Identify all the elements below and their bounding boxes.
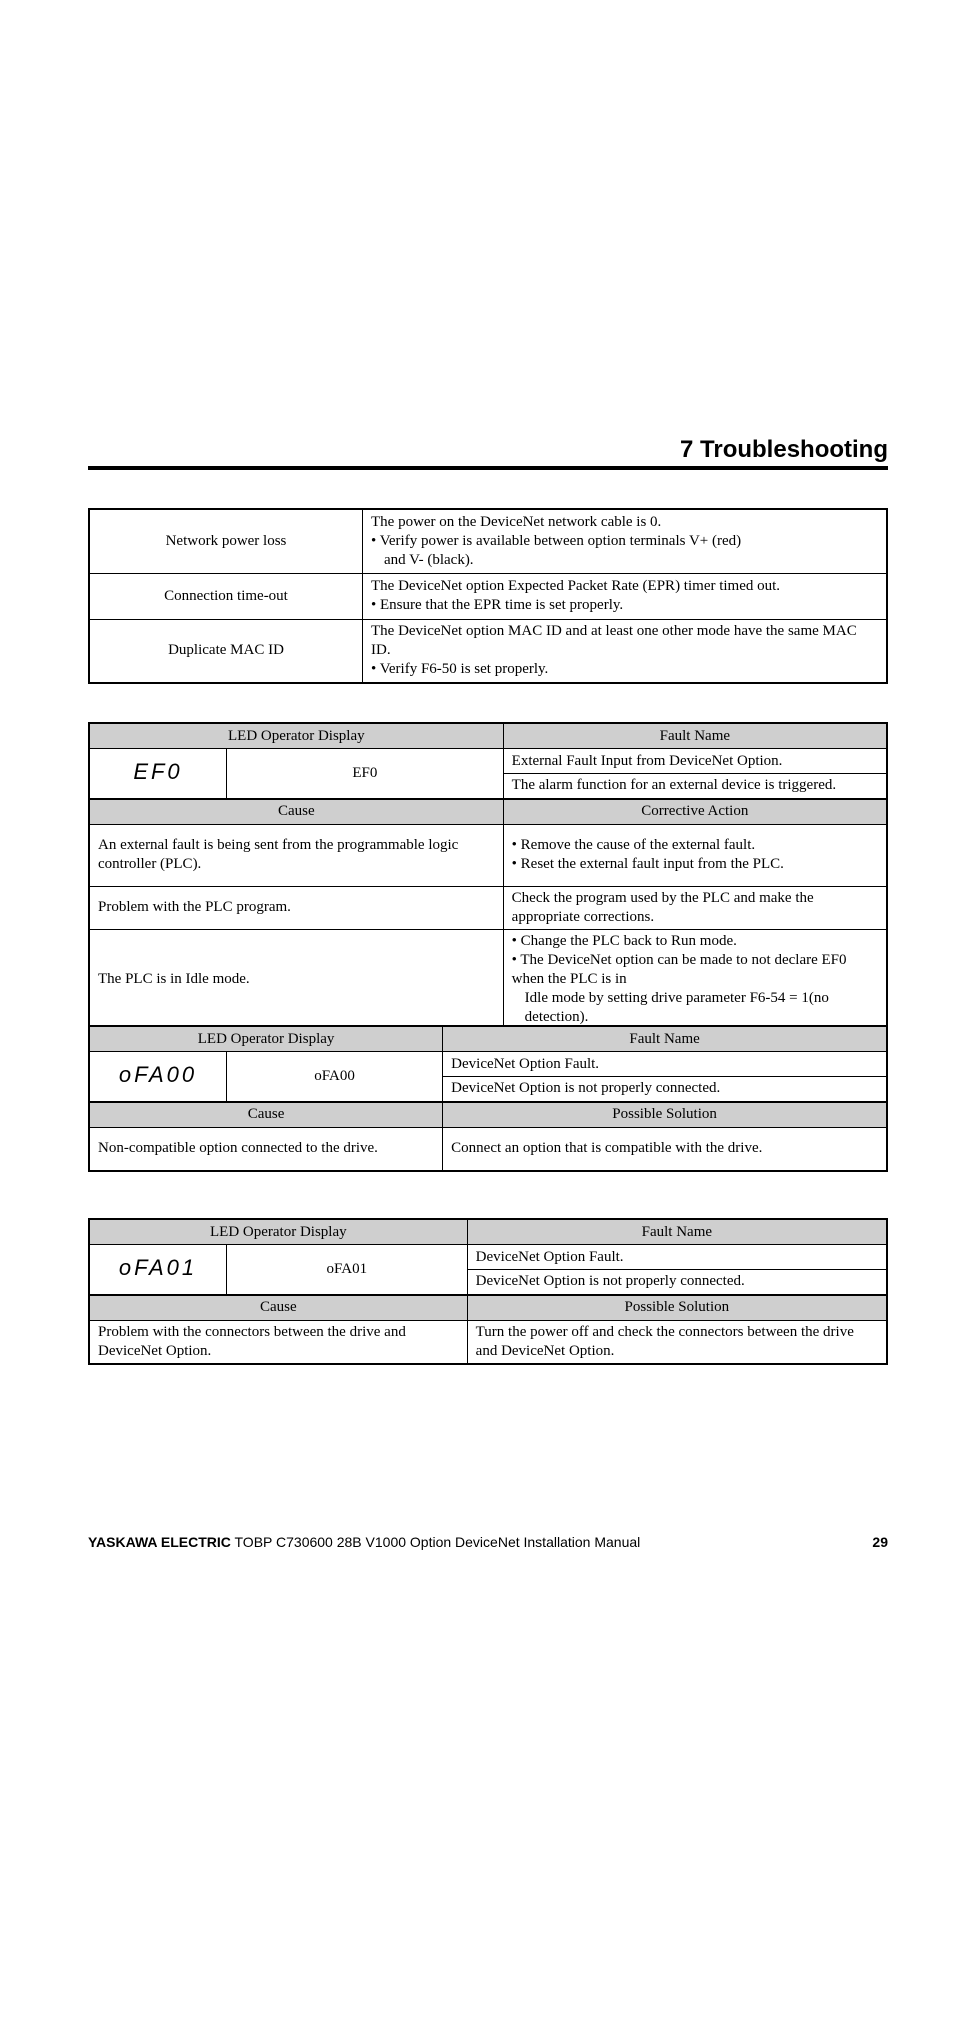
table-row <box>89 619 887 683</box>
action-line: • The DeviceNet option can be made to not declare EF0 when the PLC is in <box>511 951 847 987</box>
table-row <box>89 929 887 1030</box>
description-line: and V- (black). <box>384 551 474 568</box>
fault-code-cell: oFA01 <box>227 1245 468 1295</box>
fault-table-ef0 <box>88 722 888 1031</box>
led-display-header: LED Operator Display <box>89 1026 443 1052</box>
cause-cell: The PLC is in Idle mode. <box>89 929 503 1030</box>
table-header-row <box>89 799 887 825</box>
table-row <box>89 509 887 573</box>
led-display-glyph: EF0 <box>133 758 183 784</box>
description-line: The power on the DeviceNet network cable is 0. <box>371 513 662 530</box>
fault-name-header: Fault Name <box>467 1219 887 1245</box>
cause-header: Cause <box>89 799 503 825</box>
footer-brand: YASKAWA ELECTRIC <box>88 1534 231 1550</box>
table-header-row <box>89 1026 887 1052</box>
table-row <box>89 749 887 774</box>
led-glyph-cell <box>89 1052 227 1102</box>
action-line: • Remove the cause of the external fault. <box>511 837 756 853</box>
action-cell: Check the program used by the PLC and make the appropriate corrections. <box>503 886 887 929</box>
table-row <box>89 1127 887 1171</box>
page-footer <box>88 1534 888 1550</box>
fault-name-cell: Network power loss <box>89 509 363 573</box>
page-number: 29 <box>872 1534 888 1550</box>
fault-code-cell: oFA00 <box>227 1052 443 1102</box>
fault-name-line: DeviceNet Option is not properly connected. <box>443 1077 887 1102</box>
action-header: Possible Solution <box>443 1102 887 1128</box>
action-line: • Reset the external fault input from the PLC. <box>511 856 784 872</box>
fault-name-cell: Connection time-out <box>89 573 363 619</box>
cause-header: Cause <box>89 1295 467 1321</box>
cause-cell: Problem with the connectors between the drive and DeviceNet Option. <box>89 1320 467 1364</box>
fault-description-cell <box>363 619 888 683</box>
table-row <box>89 1052 887 1077</box>
section-title: 7 Troubleshooting <box>680 436 888 463</box>
fault-description-cell <box>363 509 888 573</box>
fault-name-header: Fault Name <box>443 1026 887 1052</box>
led-glyph-cell <box>89 1245 227 1295</box>
description-line: • Verify power is available between option terminals V+ (red) <box>371 532 742 549</box>
fault-name-line: External Fault Input from DeviceNet Option. <box>503 749 887 774</box>
action-cell: Connect an option that is compatible with the drive. <box>443 1127 887 1171</box>
description-line: • Verify F6-50 is set properly. <box>371 661 549 678</box>
cause-cell: An external fault is being sent from the programmable logic controller (PLC). <box>89 824 503 886</box>
fault-name-line: The alarm function for an external device is triggered. <box>503 774 887 799</box>
table-row <box>89 573 887 619</box>
action-cell <box>503 824 887 886</box>
led-display-glyph: oFA00 <box>118 1061 198 1087</box>
table-header-row <box>89 1219 887 1245</box>
action-cell <box>503 929 887 1030</box>
fault-table-ofa01 <box>88 1218 888 1365</box>
description-line: • Ensure that the EPR time is set properly. <box>371 597 624 613</box>
fault-name-cell: Duplicate MAC ID <box>89 619 363 683</box>
action-line: • Change the PLC back to Run mode. <box>511 932 737 949</box>
action-header: Possible Solution <box>467 1295 887 1321</box>
fault-code-cell: EF0 <box>227 749 504 799</box>
table-header-row <box>89 723 887 749</box>
description-line: The DeviceNet option MAC ID and at least one other mode have the same MAC ID. <box>371 623 857 659</box>
fault-name-header: Fault Name <box>503 723 887 749</box>
led-display-header: LED Operator Display <box>89 723 503 749</box>
action-cell: Turn the power off and check the connectors between the drive and DeviceNet Option. <box>467 1320 887 1364</box>
description-line: The DeviceNet option Expected Packet Rate (EPR) timer timed out. <box>371 578 781 594</box>
fault-name-line: DeviceNet Option Fault. <box>443 1052 887 1077</box>
table-row <box>89 824 887 886</box>
cause-cell: Non-compatible option connected to the drive. <box>89 1127 443 1171</box>
fault-table-ofa00 <box>88 1025 888 1172</box>
action-line: Idle mode by setting drive parameter F6-54 = 1(no detection). <box>524 989 829 1025</box>
table-header-row <box>89 1295 887 1321</box>
led-display-header: LED Operator Display <box>89 1219 467 1245</box>
fault-name-line: DeviceNet Option Fault. <box>467 1245 887 1270</box>
cause-cell: Problem with the PLC program. <box>89 886 503 929</box>
table-row <box>89 1320 887 1364</box>
page-header <box>88 436 888 470</box>
table-header-row <box>89 1102 887 1128</box>
fault-name-line: DeviceNet Option is not properly connected. <box>467 1270 887 1295</box>
cause-header: Cause <box>89 1102 443 1128</box>
action-header: Corrective Action <box>503 799 887 825</box>
fault-description-cell <box>363 573 888 619</box>
led-display-glyph: oFA01 <box>118 1254 198 1280</box>
table-row <box>89 1245 887 1270</box>
footer-manual-title: TOBP C730600 28B V1000 Option DeviceNet Installation Manual <box>230 1534 641 1550</box>
table-row <box>89 886 887 929</box>
network-fault-table <box>88 508 888 684</box>
led-glyph-cell <box>89 749 227 799</box>
